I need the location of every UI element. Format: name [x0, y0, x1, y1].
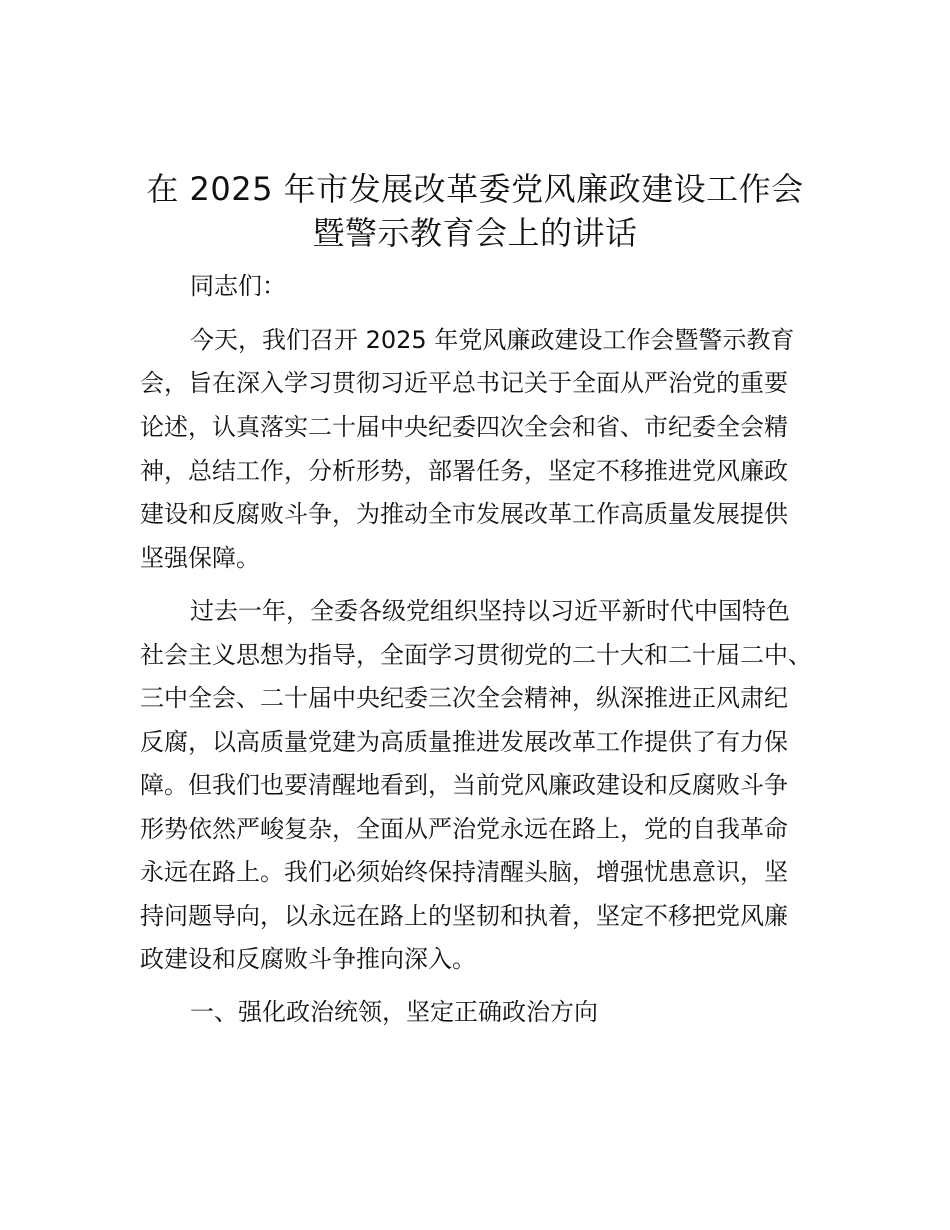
paragraph-2-line: 政建设和反腐败斗争推向深入。 [140, 945, 476, 973]
paragraph-2-line: 反腐，以高质量党建为高质量推进发展改革工作提供了有力保 [140, 728, 788, 756]
paragraph-2-line: 社会主义思想为指导，全面学习贯彻党的二十大和二十届二中、 [140, 641, 812, 669]
paragraph-1-line: 今天，我们召开 2025 年党风廉政建设工作会暨警示教育 [190, 326, 795, 354]
paragraph-1-line: 会，旨在深入学习贯彻习近平总书记关于全面从严治党的重要 [140, 369, 788, 397]
paragraph-2-line: 过去一年，全委各级党组织坚持以习近平新时代中国特色 [190, 597, 790, 625]
section-heading: 一、强化政治统领，坚定正确政治方向 [190, 998, 598, 1026]
paragraph-1-line: 建设和反腐败斗争，为推动全市发展改革工作高质量发展提供 [140, 500, 788, 528]
document-title-line-1: 在 2025 年市发展改革委党风廉政建设工作会 [146, 170, 804, 208]
paragraph-1-line: 论述，认真落实二十届中央纪委四次全会和省、市纪委全会精 [140, 413, 788, 441]
salutation: 同志们： [190, 272, 286, 300]
paragraph-2-line: 障。但我们也要清醒地看到，当前党风廉政建设和反腐败斗争 [140, 771, 788, 799]
paragraph-2-line: 持问题导向，以永远在路上的坚韧和执着，坚定不移把党风廉 [140, 902, 788, 930]
paragraph-1-line: 坚强保障。 [140, 544, 260, 572]
paragraph-2-line: 永远在路上。我们必须始终保持清醒头脑，增强忧患意识，坚 [140, 858, 788, 886]
paragraph-2-line: 三中全会、二十届中央纪委三次全会精神，纵深推进正风肃纪 [140, 684, 788, 712]
paragraph-2-line: 形势依然严峻复杂，全面从严治党永远在路上，党的自我革命 [140, 815, 788, 843]
paragraph-1-line: 神，总结工作，分析形势，部署任务，坚定不移推进党风廉政 [140, 457, 788, 485]
document-title-line-2: 暨警示教育会上的讲话 [312, 214, 638, 252]
